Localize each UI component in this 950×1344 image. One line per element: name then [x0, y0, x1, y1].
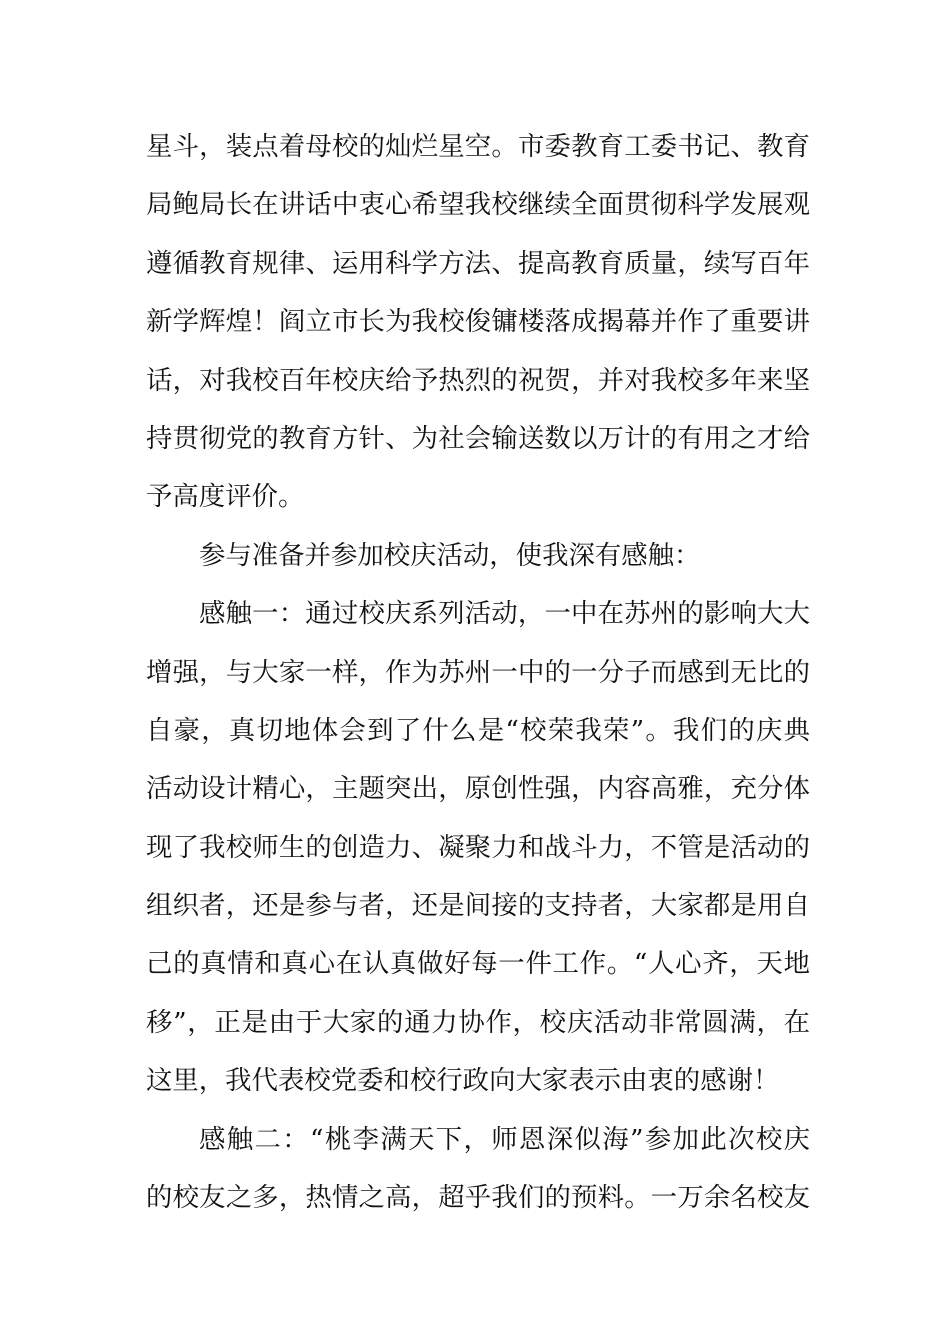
text-line: 组织者，还是参与者，还是间接的支持者，大家都是用自 [146, 890, 810, 922]
paragraph-1 [146, 118, 810, 527]
text-line: 的校友之多，热情之高，超乎我们的预料。一万余名校友 [146, 1182, 810, 1214]
text-line: 移”，正是由于大家的通力协作，校庆活动非常圆满，在 [146, 1006, 810, 1038]
text-line: 话，对我校百年校庆给予热烈的祝贺，并对我校多年来坚 [146, 364, 810, 396]
text-line: 参与准备并参加校庆活动，使我深有感触： [199, 539, 701, 571]
paragraph-4 [146, 1111, 810, 1228]
text-line: 感触一：通过校庆系列活动，一中在苏州的影响大大 [199, 598, 810, 630]
paragraph-2 [146, 527, 810, 585]
text-line: 活动设计精心，主题突出，原创性强，内容高雅，充分体 [146, 773, 810, 805]
document-body [146, 118, 810, 1227]
text-line: 新学辉煌！阎立市长为我校俊镛楼落成揭幕并作了重要讲 [146, 306, 810, 338]
text-line: 予高度评价。 [146, 481, 305, 513]
text-line: 持贯彻党的教育方针、为社会输送数以万计的有用之才给 [146, 422, 810, 454]
text-line: 这里，我代表校党委和校行政向大家表示由衷的感谢！ [146, 1065, 780, 1097]
text-line: 自豪，真切地体会到了什么是“校荣我荣”。我们的庆典 [146, 714, 810, 746]
text-line: 遵循教育规律、运用科学方法、提高教育质量，续写百年 [146, 247, 810, 279]
text-line: 局鲍局长在讲话中衷心希望我校继续全面贯彻科学发展观 [146, 189, 810, 221]
text-line: 己的真情和真心在认真做好每一件工作。“人心齐，天地 [146, 948, 810, 980]
paragraph-3 [146, 585, 810, 1111]
text-line: 增强，与大家一样，作为苏州一中的一分子而感到无比的 [146, 656, 810, 688]
text-line: 感触二：“桃李满天下，师恩深似海”参加此次校庆 [199, 1123, 810, 1155]
text-line: 星斗，装点着母校的灿烂星空。市委教育工委书记、教育 [146, 131, 810, 162]
text-line: 现了我校师生的创造力、凝聚力和战斗力，不管是活动的 [146, 831, 810, 863]
